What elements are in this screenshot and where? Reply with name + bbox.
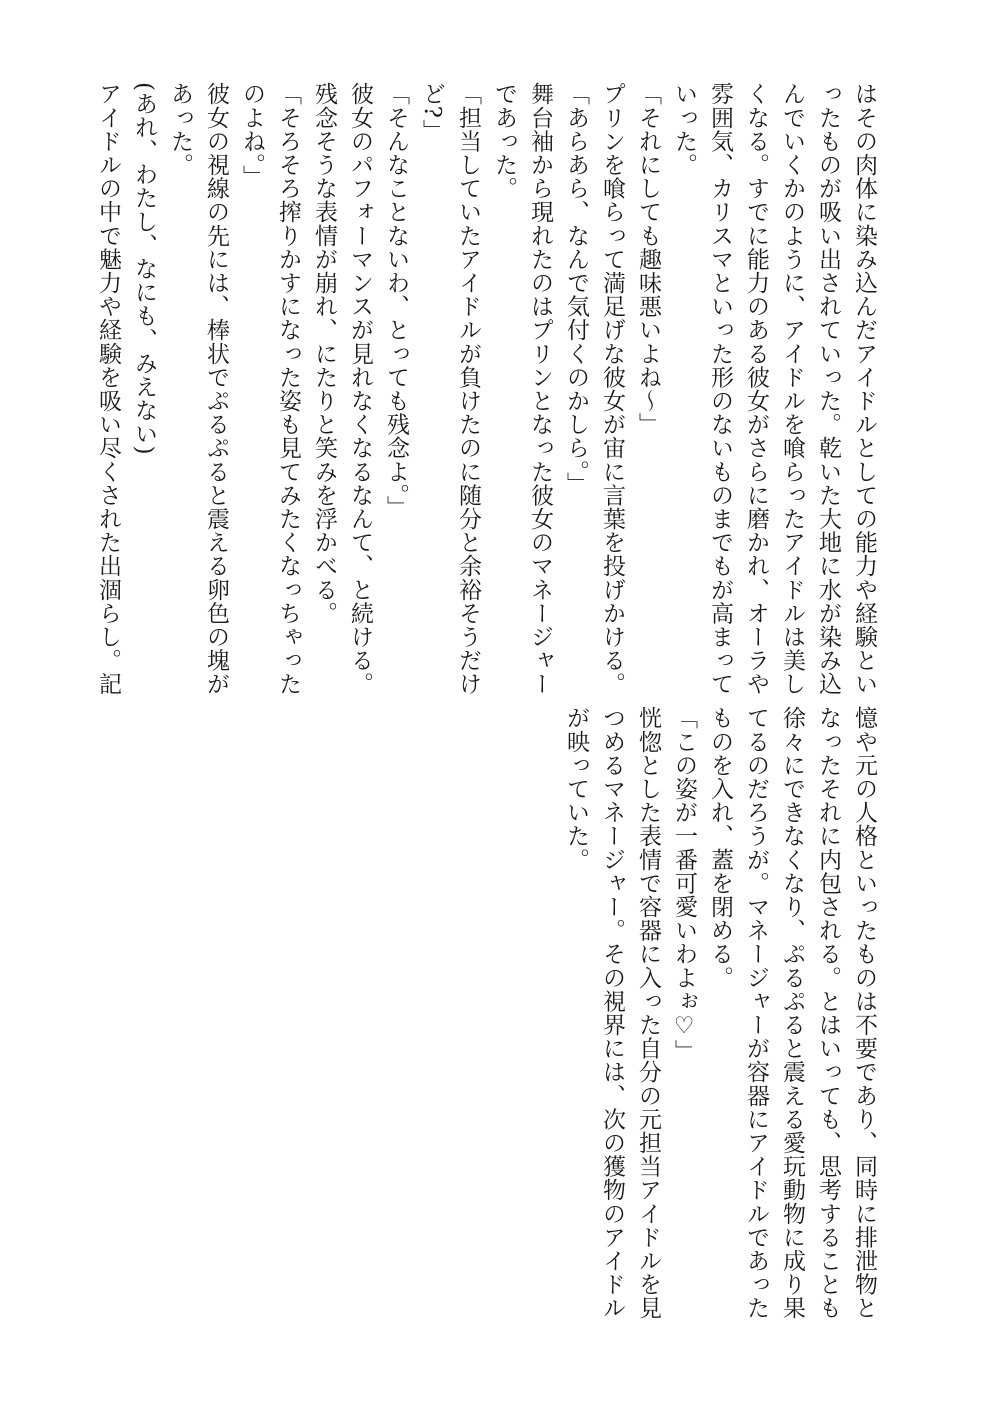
text-line: アイドルの中で魅力や経験を吸い尽くされた出涸らし。記: [95, 82, 121, 696]
text-line: 「担当していたアイドルが負けたのに随分と余裕そうだけ: [455, 82, 481, 696]
text-line: 残念そうな表情が崩れ、にたりと笑みを浮かべる。: [311, 82, 337, 625]
text-line: 「そろそろ搾りかすになった姿も見てみたくなっちゃった: [275, 82, 301, 696]
text-line: はその肉体に染み込んだアイドルとしての能力や経験とい: [851, 82, 877, 696]
text-line: いった。: [671, 82, 697, 177]
text-line: 彼女の視線の先には、棒状でぷるぷると震える卵色の塊が: [203, 82, 229, 696]
text-line: 「それにしても趣味悪いよね〜」: [635, 82, 661, 436]
text-line: あった。: [167, 82, 193, 177]
bottom-text-block: [558, 706, 882, 1320]
text-line: ったものが吸い出されていった。乾いた大地に水が染み込: [815, 82, 841, 696]
text-line: であった。: [491, 82, 517, 200]
text-line: つめるマネージャー。その視界には、次の獲物のアイドル: [599, 706, 625, 1320]
text-line: ど?」: [419, 82, 445, 143]
text-line: 憶や元の人格といったものは不要であり、同時に排泄物と: [851, 706, 877, 1320]
text-line: のよね。」: [239, 82, 265, 189]
text-line: くなる。すでに能力のある彼女がさらに磨かれ、オーラや: [743, 82, 769, 696]
text-line: 彼女のパフォーマンスが見れなくなるなんて、と続ける。: [347, 82, 373, 696]
text-line: 「この姿が一番可愛いわよぉ♡」: [671, 706, 697, 1063]
text-line: んでいくかのように、アイドルを喰らったアイドルは美し: [779, 82, 805, 696]
top-text-block: [90, 82, 882, 696]
text-line: 「そんなことないわ、とっても残念よ。」: [383, 82, 409, 519]
text-line: (あれ、わたし、なにも、みえない): [131, 82, 157, 456]
text-line: てるのだろうが。マネージャーが容器にアイドルであった: [743, 706, 769, 1320]
text-line: が映っていた。: [563, 706, 589, 872]
text-line: 「あらあら、なんで気付くのかしら。」: [563, 82, 589, 496]
text-line: プリンを喰らって満足げな彼女が宙に言葉を投げかける。: [599, 82, 625, 696]
text-line: 恍惚とした表情で容器に入った自分の元担当アイドルを見: [635, 706, 661, 1320]
text-line: なったそれに内包される。とはいっても、思考することも: [815, 706, 841, 1320]
text-line: 舞台袖から現れたのはプリンとなった彼女のマネージャー: [527, 82, 553, 696]
text-line: 徐々にできなくなり、ぷるぷると震える愛玩動物に成り果: [779, 706, 805, 1320]
text-line: 雰囲気、カリスマといった形のないものまでもが高まって: [707, 82, 733, 696]
text-line: ものを入れ、蓋を閉める。: [707, 706, 733, 990]
